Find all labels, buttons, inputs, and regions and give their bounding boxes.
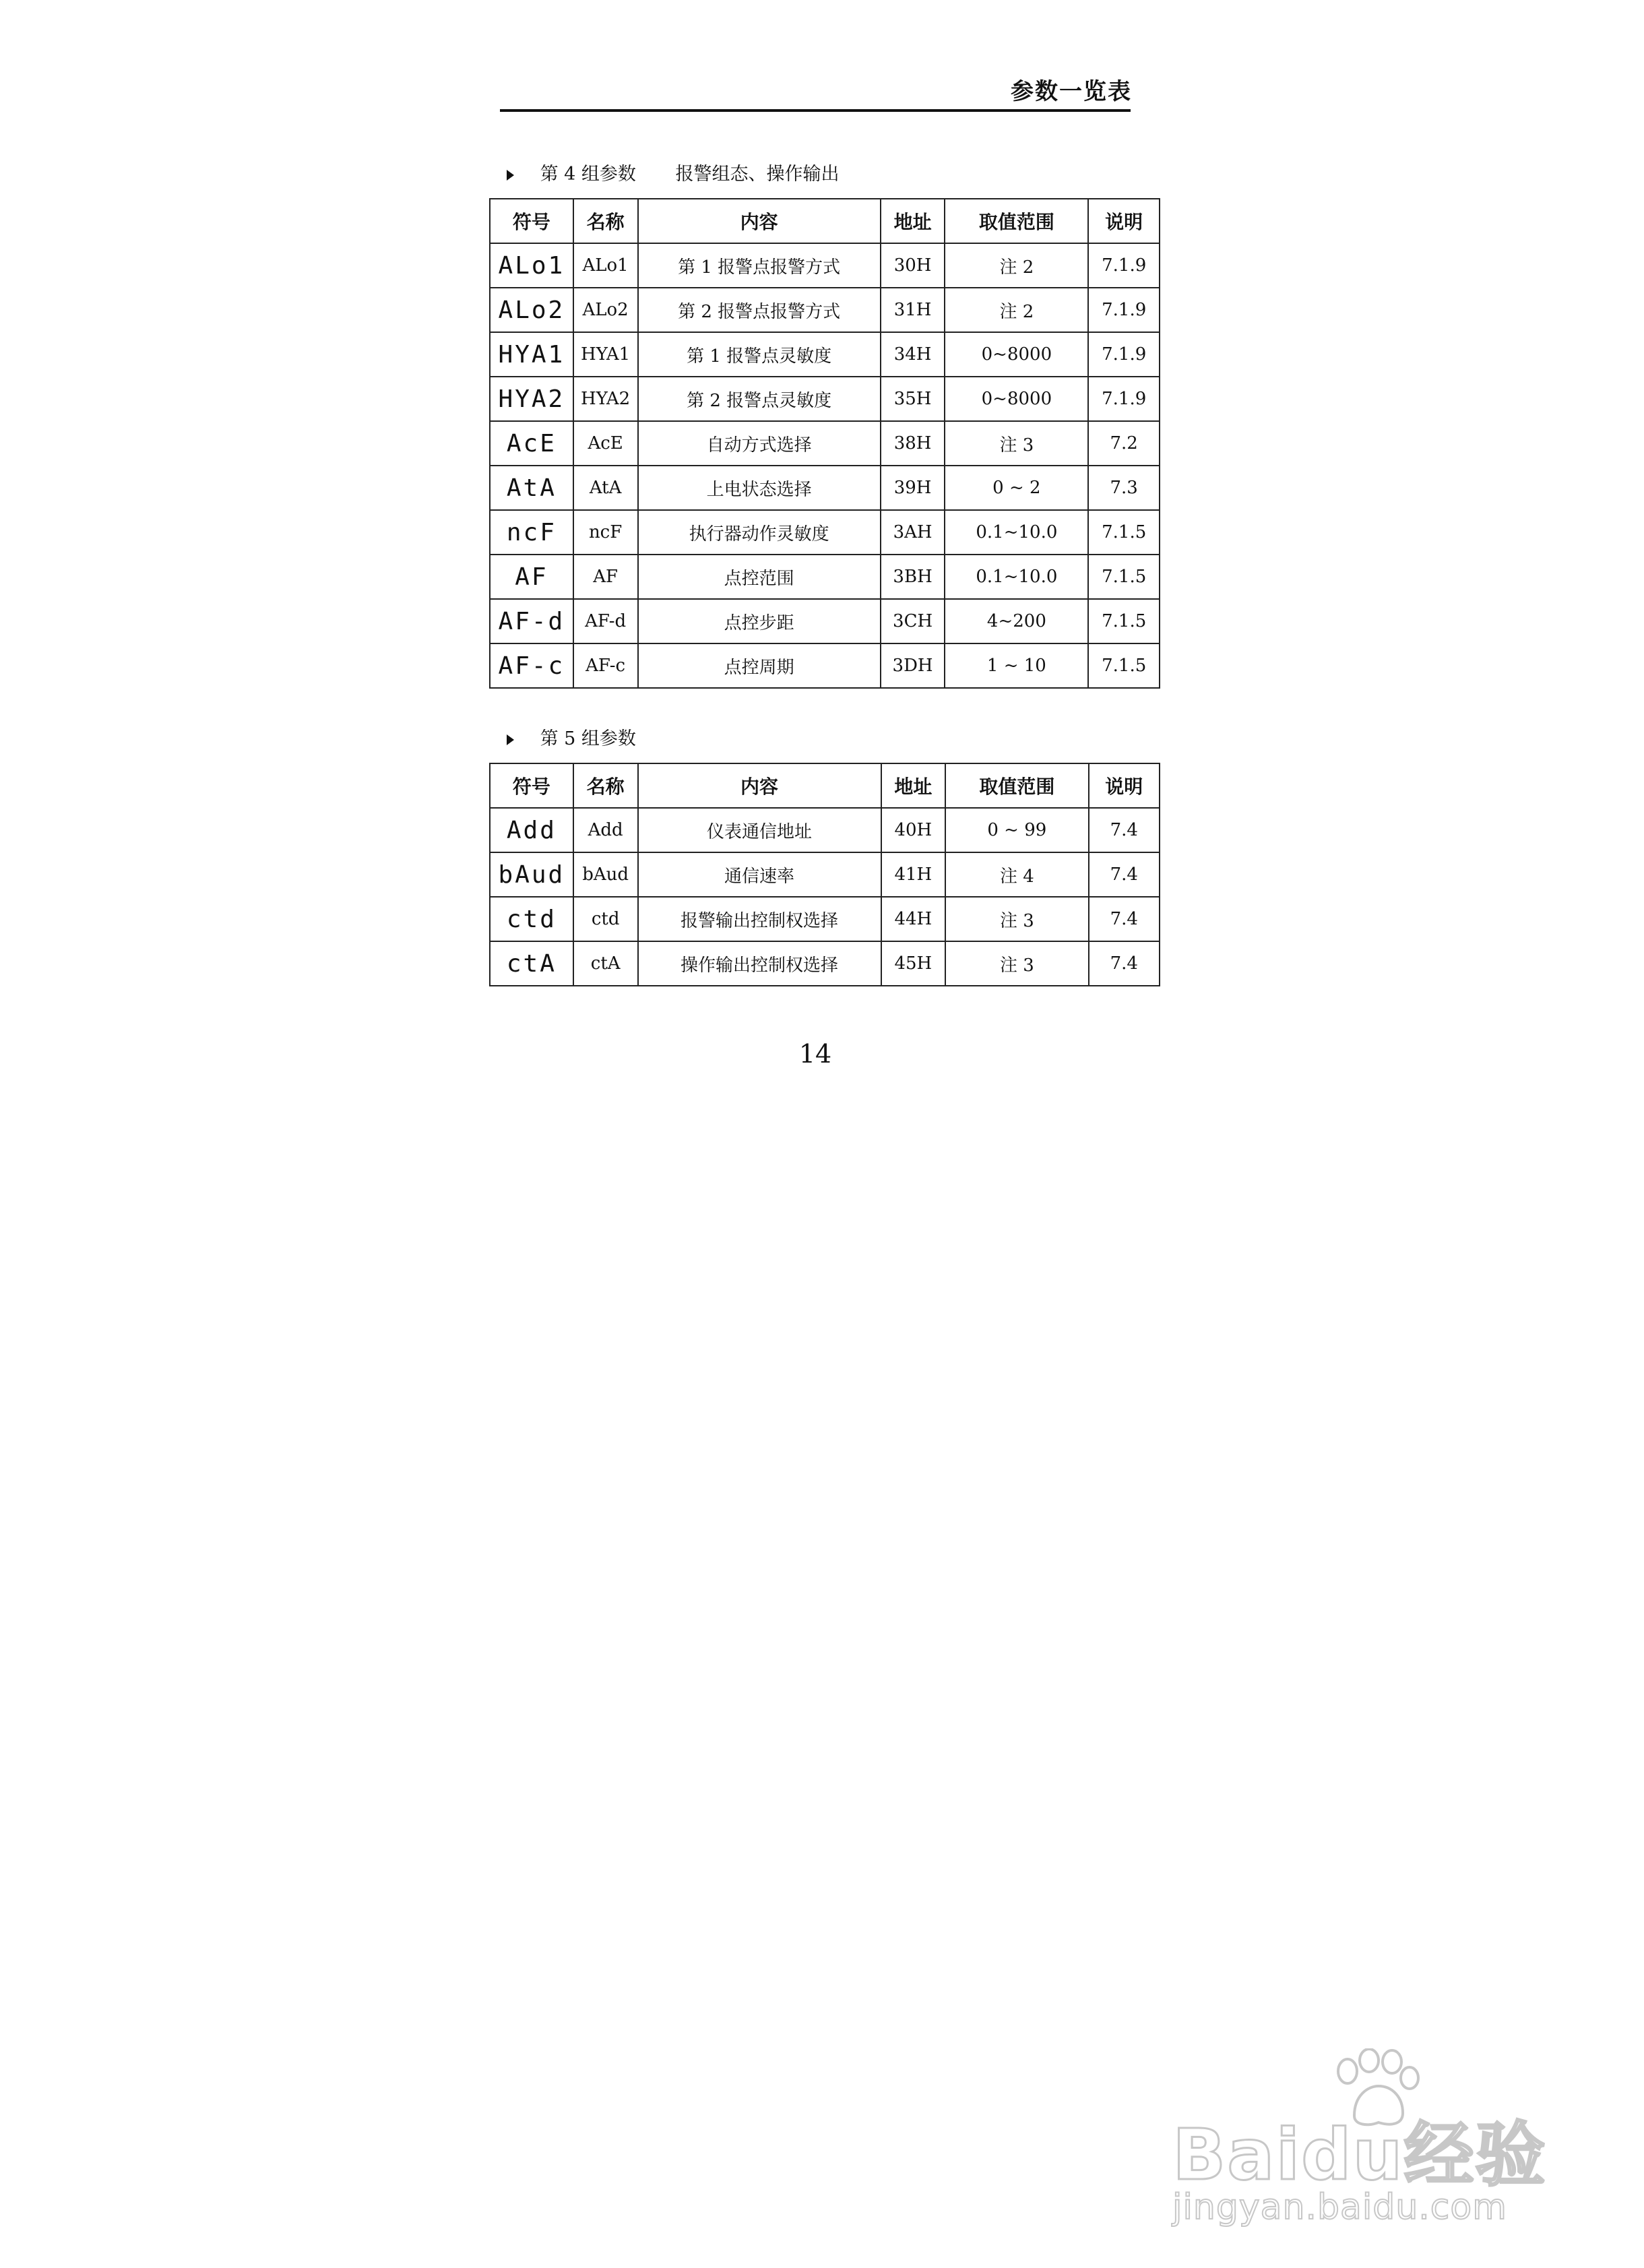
cell-address: 3DH	[881, 643, 945, 688]
cell-symbol: ALo1	[490, 243, 573, 288]
cell-range: 0~8000	[945, 332, 1088, 377]
cell-address: 44H	[881, 897, 946, 941]
cell-note: 7.1.9	[1088, 377, 1160, 421]
table-header-row	[490, 763, 1160, 808]
cell-name: bAud	[573, 852, 638, 897]
cell-symbol: AF-d	[490, 599, 573, 643]
cell-address: 40H	[881, 808, 946, 852]
cell-name: ctA	[573, 941, 638, 986]
table-row	[490, 599, 1160, 643]
cell-symbol: AF	[490, 555, 573, 599]
cell-note: 7.4	[1089, 852, 1160, 897]
cell-symbol: HYA2	[490, 377, 573, 421]
cell-range: 4~200	[945, 599, 1088, 643]
cell-range: 1 ~ 10	[945, 643, 1088, 688]
section4-table	[489, 198, 1160, 689]
cell-content: 第 2 报警点报警方式	[638, 288, 881, 332]
cell-symbol: ncF	[490, 510, 573, 555]
cell-content: 仪表通信地址	[638, 808, 881, 852]
cell-symbol: AtA	[490, 466, 573, 510]
cell-address: 3CH	[881, 599, 945, 643]
column-header-name: 名称	[573, 199, 638, 243]
column-header-range: 取值范围	[945, 763, 1088, 808]
section5-table	[489, 763, 1160, 986]
cell-name: ALo2	[573, 288, 638, 332]
header-title: 参数一览表	[1011, 78, 1132, 105]
table-row	[490, 555, 1160, 599]
table-row	[490, 852, 1160, 897]
cell-address: 38H	[881, 421, 945, 466]
cell-content: 通信速率	[638, 852, 881, 897]
table-row	[490, 941, 1160, 986]
column-header-content: 内容	[638, 763, 881, 808]
cell-name: AtA	[573, 466, 638, 510]
cell-symbol: Add	[490, 808, 573, 852]
header-rule	[500, 109, 1131, 112]
page-number: 14	[798, 1039, 832, 1069]
cell-symbol: bAud	[490, 852, 573, 897]
cell-note: 7.3	[1088, 466, 1160, 510]
cell-content: 操作输出控制权选择	[638, 941, 881, 986]
cell-content: 自动方式选择	[638, 421, 881, 466]
cell-note: 7.4	[1089, 897, 1160, 941]
cell-symbol: HYA1	[490, 332, 573, 377]
cell-name: ncF	[573, 510, 638, 555]
table-row	[490, 510, 1160, 555]
table-header-row	[490, 199, 1160, 243]
table-row	[490, 243, 1160, 288]
cell-content: 第 1 报警点报警方式	[638, 243, 881, 288]
section5-title: 第 5 组参数	[540, 728, 636, 749]
cell-address: 45H	[881, 941, 946, 986]
cell-name: ALo1	[573, 243, 638, 288]
column-header-address: 地址	[881, 199, 945, 243]
column-header-symbol: 符号	[490, 763, 573, 808]
cell-symbol: ctA	[490, 941, 573, 986]
column-header-note: 说明	[1088, 199, 1160, 243]
column-header-symbol: 符号	[490, 199, 573, 243]
column-header-range: 取值范围	[945, 199, 1088, 243]
cell-content: 执行器动作灵敏度	[638, 510, 881, 555]
cell-address: 39H	[881, 466, 945, 510]
cell-name: Add	[573, 808, 638, 852]
cell-address: 31H	[881, 288, 945, 332]
cell-address: 34H	[881, 332, 945, 377]
cell-address: 30H	[881, 243, 945, 288]
cell-content: 报警输出控制权选择	[638, 897, 881, 941]
cell-name: AcE	[573, 421, 638, 466]
cell-name: HYA2	[573, 377, 638, 421]
watermark-logo	[1172, 2048, 1590, 2228]
cell-symbol: ctd	[490, 897, 573, 941]
section4-heading	[507, 159, 840, 185]
table-row	[490, 421, 1160, 466]
cell-note: 7.4	[1089, 808, 1160, 852]
cell-name: ctd	[573, 897, 638, 941]
cell-content: 上电状态选择	[638, 466, 881, 510]
cell-address: 3AH	[881, 510, 945, 555]
cell-note: 7.1.5	[1088, 599, 1160, 643]
cell-content: 点控步距	[638, 599, 881, 643]
cell-note: 7.2	[1088, 421, 1160, 466]
cell-name: AF-c	[573, 643, 638, 688]
cell-name: AF	[573, 555, 638, 599]
cell-symbol: AF-c	[490, 643, 573, 688]
cell-content: 点控范围	[638, 555, 881, 599]
table-row	[490, 288, 1160, 332]
cell-note: 7.1.5	[1088, 510, 1160, 555]
column-header-content: 内容	[638, 199, 881, 243]
cell-content: 点控周期	[638, 643, 881, 688]
table-row	[490, 643, 1160, 688]
cell-range: 0 ~ 99	[945, 808, 1088, 852]
cell-range: 注 2	[945, 243, 1088, 288]
cell-address: 35H	[881, 377, 945, 421]
cell-range: 注 3	[945, 897, 1088, 941]
cell-range: 0 ~ 2	[945, 466, 1088, 510]
cell-range: 注 4	[945, 852, 1088, 897]
cell-range: 注 3	[945, 941, 1088, 986]
cell-range: 注 2	[945, 288, 1088, 332]
cell-note: 7.1.5	[1088, 643, 1160, 688]
table-row	[490, 808, 1160, 852]
table-row	[490, 897, 1160, 941]
cell-symbol: AcE	[490, 421, 573, 466]
cell-range: 0~8000	[945, 377, 1088, 421]
cell-range: 0.1~10.0	[945, 510, 1088, 555]
cell-name: HYA1	[573, 332, 638, 377]
cell-note: 7.1.9	[1088, 243, 1160, 288]
cell-note: 7.1.9	[1088, 332, 1160, 377]
cell-range: 注 3	[945, 421, 1088, 466]
bullet-icon	[507, 170, 514, 181]
column-header-address: 地址	[881, 763, 946, 808]
column-header-note: 说明	[1089, 763, 1160, 808]
section4-subtitle: 报警组态、操作输出	[675, 164, 840, 185]
table-row	[490, 466, 1160, 510]
cell-note: 7.1.5	[1088, 555, 1160, 599]
watermark-url: jingyan.baidu.com	[1172, 2187, 1507, 2228]
cell-content: 第 1 报警点灵敏度	[638, 332, 881, 377]
cell-name: AF-d	[573, 599, 638, 643]
cell-address: 3BH	[881, 555, 945, 599]
cell-content: 第 2 报警点灵敏度	[638, 377, 881, 421]
watermark-brand: Baidu经验	[1172, 2114, 1547, 2196]
table-row	[490, 377, 1160, 421]
cell-address: 41H	[881, 852, 946, 897]
cell-range: 0.1~10.0	[945, 555, 1088, 599]
bullet-icon	[507, 734, 514, 745]
section5-heading	[507, 724, 636, 750]
cell-note: 7.1.9	[1088, 288, 1160, 332]
column-header-name: 名称	[573, 763, 638, 808]
section4-title: 第 4 组参数	[540, 164, 636, 185]
cell-symbol: ALo2	[490, 288, 573, 332]
cell-note: 7.4	[1089, 941, 1160, 986]
table-row	[490, 332, 1160, 377]
